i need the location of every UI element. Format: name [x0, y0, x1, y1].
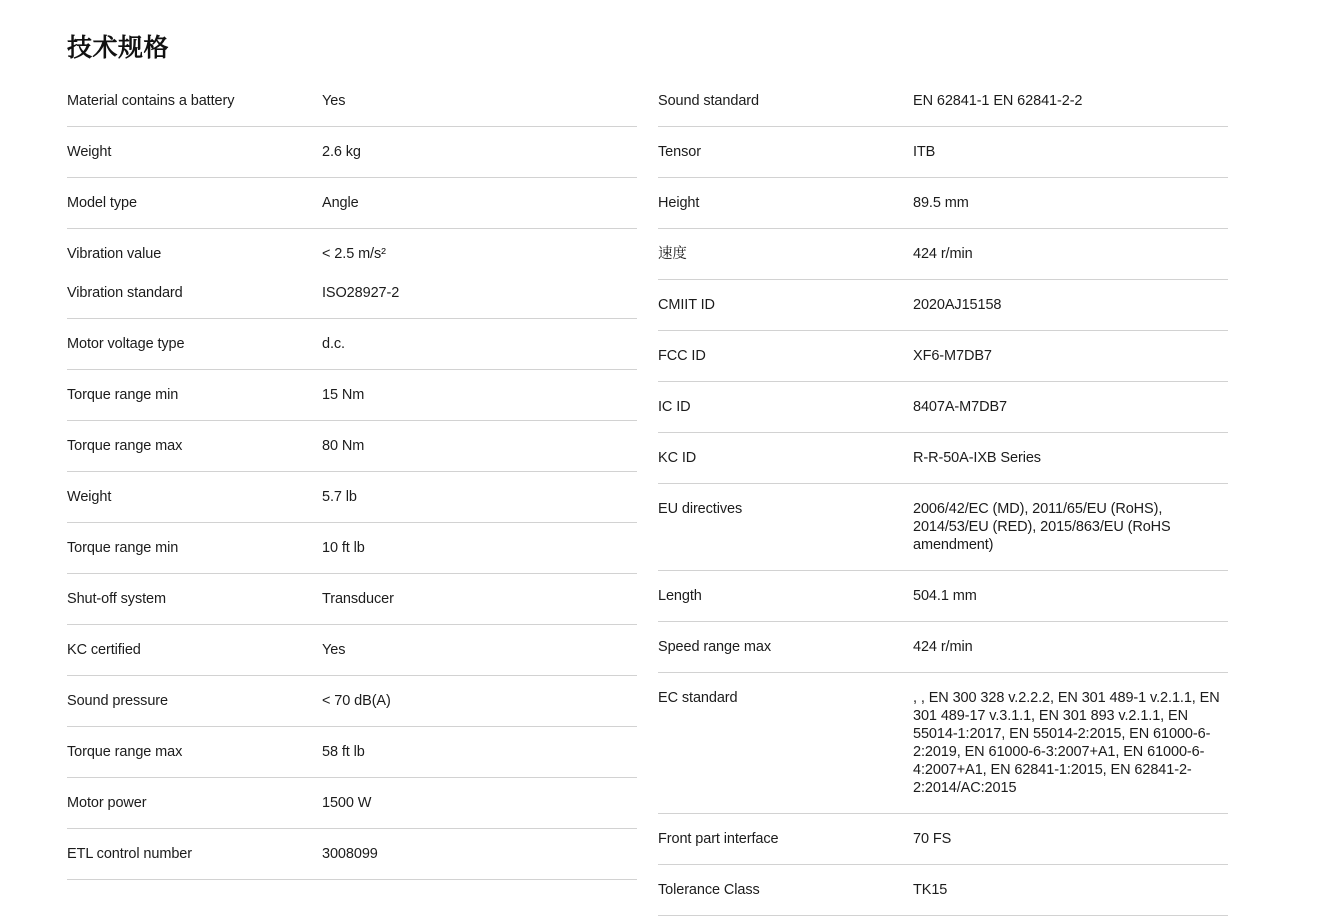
- spec-label: EC standard: [658, 690, 738, 706]
- spec-label: Weight: [67, 489, 112, 505]
- spec-entry: [67, 488, 637, 506]
- spec-entry: [658, 638, 1228, 656]
- spec-label: Torque range min: [67, 387, 179, 403]
- spec-label: Torque range max: [67, 744, 183, 760]
- spec-entry: [658, 830, 1228, 848]
- spec-row: [67, 178, 637, 229]
- spec-value: XF6-M7DB7: [913, 348, 992, 364]
- spec-label: ETL control number: [67, 846, 192, 862]
- spec-label: Sound pressure: [67, 693, 168, 709]
- spec-value: R-R-50A-IXB Series: [913, 450, 1041, 466]
- spec-column-right: [658, 76, 1228, 916]
- spec-value: 504.1 mm: [913, 588, 977, 604]
- spec-label: EU directives: [658, 501, 743, 517]
- spec-row: [67, 676, 637, 727]
- spec-label: Front part interface: [658, 831, 779, 847]
- spec-value: 89.5 mm: [913, 195, 969, 211]
- spec-label: KC ID: [658, 450, 697, 466]
- spec-row: [658, 331, 1228, 382]
- spec-entry: [658, 881, 1228, 899]
- spec-entry: [67, 284, 637, 302]
- spec-row: [658, 433, 1228, 484]
- spec-value: 424 r/min: [913, 639, 973, 655]
- spec-entry: [658, 245, 1228, 263]
- spec-value: ITB: [913, 144, 936, 160]
- spec-entry: [67, 743, 637, 761]
- spec-value: 58 ft lb: [322, 744, 365, 760]
- spec-label: CMIIT ID: [658, 297, 715, 313]
- spec-label: 速度: [658, 246, 687, 262]
- spec-entry: [658, 347, 1228, 365]
- spec-row: [67, 574, 637, 625]
- spec-row: [658, 76, 1228, 127]
- spec-value: < 70 dB(A): [322, 693, 391, 709]
- spec-value: 2020AJ15158: [913, 297, 1002, 313]
- spec-entry: [658, 500, 1228, 554]
- spec-label: Height: [658, 195, 700, 211]
- spec-row: [67, 319, 637, 370]
- spec-value: 15 Nm: [322, 387, 365, 403]
- spec-row: [67, 727, 637, 778]
- spec-value: 2.6 kg: [322, 144, 361, 160]
- spec-entry: [658, 587, 1228, 605]
- spec-value: Yes: [322, 642, 346, 658]
- spec-label: Sound standard: [658, 93, 759, 109]
- spec-entry: [67, 641, 637, 659]
- spec-value: 70 FS: [913, 831, 952, 847]
- spec-entry: [67, 539, 637, 557]
- spec-label: Vibration standard: [67, 285, 183, 301]
- spec-label: Weight: [67, 144, 112, 160]
- spec-entry: [67, 386, 637, 404]
- spec-entry: [67, 245, 637, 263]
- spec-table: [67, 76, 1228, 916]
- spec-entry: [67, 143, 637, 161]
- spec-row: [658, 571, 1228, 622]
- spec-value: 8407A-M7DB7: [913, 399, 1008, 415]
- spec-row: [67, 778, 637, 829]
- spec-row: [658, 484, 1228, 571]
- spec-label: Torque range min: [67, 540, 179, 556]
- spec-value: ISO28927-2: [322, 285, 400, 301]
- spec-entry: [658, 92, 1228, 110]
- spec-row: [67, 625, 637, 676]
- spec-value: < 2.5 m/s²: [322, 246, 386, 262]
- spec-label: Torque range max: [67, 438, 183, 454]
- spec-row: [67, 829, 637, 880]
- spec-value: Angle: [322, 195, 359, 211]
- spec-label: Model type: [67, 195, 137, 211]
- spec-value: EN 62841-1 EN 62841-2-2: [913, 93, 1083, 109]
- spec-label: Material contains a battery: [67, 93, 235, 109]
- spec-value: 80 Nm: [322, 438, 365, 454]
- spec-value: d.c.: [322, 336, 345, 352]
- spec-row: [67, 229, 637, 319]
- spec-label: Tolerance Class: [658, 882, 760, 898]
- spec-label: FCC ID: [658, 348, 706, 364]
- spec-entry: [658, 449, 1228, 467]
- spec-row: [67, 523, 637, 574]
- spec-entry: [658, 296, 1228, 314]
- spec-label: Motor power: [67, 795, 147, 811]
- spec-value: TK15: [913, 882, 948, 898]
- spec-row: [658, 127, 1228, 178]
- spec-label: Speed range max: [658, 639, 771, 655]
- spec-entry: [67, 845, 637, 863]
- spec-entry: [67, 194, 637, 212]
- spec-row: [658, 673, 1228, 814]
- spec-value: 5.7 lb: [322, 489, 357, 505]
- spec-label: Length: [658, 588, 702, 604]
- spec-entry: [658, 143, 1228, 161]
- spec-entry: [67, 794, 637, 812]
- spec-entry: [658, 194, 1228, 212]
- spec-row: [67, 472, 637, 523]
- spec-row: [67, 76, 637, 127]
- spec-label: Tensor: [658, 144, 701, 160]
- spec-entry: [67, 335, 637, 353]
- spec-row: [658, 178, 1228, 229]
- spec-value: Yes: [322, 93, 346, 109]
- spec-value: 3008099: [322, 846, 378, 862]
- spec-row: [658, 382, 1228, 433]
- spec-row: [67, 370, 637, 421]
- spec-label: KC certified: [67, 642, 141, 658]
- spec-value: Transducer: [322, 591, 394, 607]
- spec-row: [658, 865, 1228, 916]
- spec-row: [658, 622, 1228, 673]
- spec-column-left: [67, 76, 637, 916]
- spec-row: [658, 814, 1228, 865]
- spec-entry: [67, 92, 637, 110]
- spec-entry: [67, 590, 637, 608]
- spec-row: [658, 280, 1228, 331]
- spec-value: 1500 W: [322, 795, 372, 811]
- page-title: 技术规格: [67, 34, 170, 62]
- spec-entry: [658, 689, 1228, 797]
- spec-row: [658, 229, 1228, 280]
- spec-label: Shut-off system: [67, 591, 166, 607]
- spec-label: Motor voltage type: [67, 336, 185, 352]
- spec-entry: [658, 398, 1228, 416]
- technical-specifications-page: [0, 33, 1317, 911]
- spec-value: 424 r/min: [913, 246, 973, 262]
- spec-label: Vibration value: [67, 246, 162, 262]
- spec-entry: [67, 437, 637, 455]
- spec-label: IC ID: [658, 399, 691, 415]
- spec-row: [67, 421, 637, 472]
- spec-entry: [67, 692, 637, 710]
- spec-value: 10 ft lb: [322, 540, 365, 556]
- spec-row: [67, 127, 637, 178]
- spec-value: 2006/42/EC (MD), 2011/65/EU (RoHS), 2014/53/EU (RED), 2015/863/EU (RoHS amendment): [913, 501, 1175, 553]
- spec-value: , , EN 300 328 v.2.2.2, EN 301 489-1 v.2.1.1, EN 301 489-17 v.3.1.1, EN 301 893 v.2.1.1, EN 55014-1:2017, EN 55014-2:2015, EN 61000-6-2:2019, EN 61000-6-3:2007+A1, EN 61000-6-4:2007+A1, EN 62841-1:2015, EN 62841-2-2:2014/AC:2015: [913, 690, 1224, 796]
